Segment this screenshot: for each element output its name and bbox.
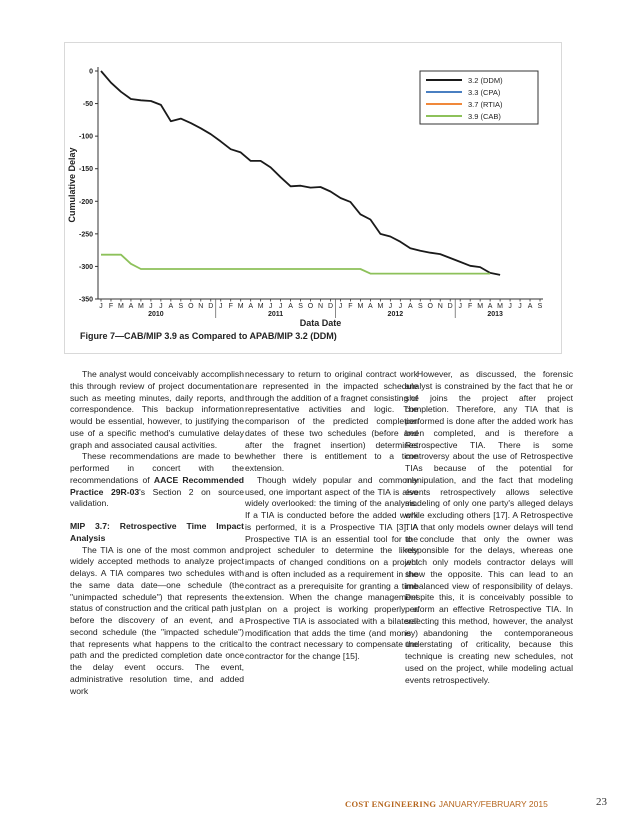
text-column-1 [70, 369, 244, 697]
x-tick-label: A [368, 303, 373, 310]
y-tick-label: -150 [78, 166, 93, 174]
x-tick-label: A [288, 303, 293, 310]
x-tick-label: M [118, 303, 124, 310]
x-tick-label: J [268, 303, 273, 310]
x-tick-label: M [257, 303, 264, 310]
x-tick-label: D [447, 303, 453, 310]
x-tick-label: S [298, 303, 303, 310]
x-tick-label: M [137, 303, 144, 310]
y-tick-label: -50 [82, 101, 93, 109]
x-tick-label: F [228, 303, 233, 310]
y-axis-title: Cumulative Delay [67, 147, 77, 223]
reference-title: AACE Recommended Practice 29R-03 [70, 474, 245, 497]
section-heading: MIP 3.7: Retrospective Time Impact Analysis [70, 521, 244, 543]
y-tick-label: -200 [78, 198, 93, 206]
legend-label: 3.3 (CPA) [468, 88, 501, 97]
x-tick-label: F [108, 303, 114, 310]
figure-caption: Figure 7—CAB/MIP 3.9 as Compared to APAB/MIP 3.2 (DDM) [80, 331, 337, 341]
x-tick-label: O [188, 303, 194, 310]
x-tick-label: O [427, 303, 433, 310]
paragraph: The analyst would conceivably accomplish this through review of project documentation such as meeting minutes, daily reports, and correspondence. This backup information would be essential, however, to justifying the use of a specific method's cumulative delay graph and associated causal activities. [70, 369, 244, 450]
paragraph: However, as discussed, the forensic analyst is constrained by the fact that he or she joins the project after project completion. Therefore, any TIA that is performed is done after the added work has been completed, and is therefore a Retrospective TIA. There is some controversy about the use of Retrospective TIAs because of the potential for manipulation, and the fact that modeling events retrospectively allows selective modeling of only one party's alleged delays while excluding others [17]. A Retrospective TIA that only models owner delays will tend to conclude that only the owner was responsible for the delays, whereas one which only models contractor delays will show the opposite. This can lead to an imbalanced view of responsibility of delays. Despite this, it is conceivably possible to perform an effective Retrospective TIA. In selecting this method, however, the analyst is abandoning the contemporaneous understating of criticality, because this technique is creating new schedules, not used on the project, while modeling actual events retrospectively. [405, 369, 573, 685]
text-column-3 [405, 369, 573, 686]
x-tick-label: N [437, 303, 443, 310]
x-tick-label: F [348, 303, 353, 310]
x-tick-label: J [99, 303, 103, 310]
x-tick-label: J [518, 303, 522, 310]
x-tick-label: J [508, 303, 512, 310]
legend-label: 3.2 (DDM) [468, 76, 503, 85]
page-number: 23 [596, 796, 607, 808]
paragraph-text: These recommendations are made to be performed in concert with the recommendations of [70, 451, 244, 485]
x-axis-title: Data Date [299, 318, 342, 326]
x-tick-label: M [237, 303, 244, 310]
x-tick-label: A [487, 303, 493, 310]
paragraph-text: 's Section 2 on source validation. [70, 486, 244, 509]
x-tick-label: N [317, 303, 324, 310]
legend-label: 3.7 (RTIA) [468, 100, 503, 109]
x-tick-label: J [388, 303, 393, 310]
x-tick-label: M [357, 303, 364, 310]
year-label: 2011 [268, 311, 284, 318]
x-tick-label: S [417, 303, 423, 310]
x-tick-label: J [159, 303, 163, 310]
x-tick-label: M [497, 303, 504, 310]
y-tick-label: -300 [78, 263, 93, 271]
x-tick-label: O [307, 303, 314, 310]
x-tick-label: J [278, 303, 283, 310]
x-tick-label: S [537, 303, 543, 310]
paragraph [70, 451, 244, 510]
x-tick-label: M [377, 303, 384, 310]
series-line [101, 255, 490, 274]
paragraph: The TIA is one of the most common and widely accepted methods to analyze project delays. A TIA compares two schedules with the same data date—one schedule (the "unimpacted schedule") that represents the status of construction and the critical path just before the discovery of an event, and a second schedule (the "impacted schedule") that represents what happens to the critical path and the predicted completion date once the delay event occurs. The event, administrative resolution time, and added work [70, 544, 244, 696]
x-tick-label: J [338, 303, 343, 310]
x-tick-label: A [128, 303, 134, 310]
y-tick-label: -100 [78, 133, 93, 141]
year-label: 2013 [487, 311, 503, 318]
x-tick-label: J [149, 303, 153, 310]
x-tick-label: D [327, 303, 334, 310]
y-tick-label: 0 [89, 68, 93, 76]
x-tick-label: D [208, 303, 214, 310]
page-footer [345, 799, 548, 809]
paragraph: necessary to return to original contract work are represented in the impacted schedule through the addition of a fragnet consisting of representative activities and logic. The comparison of the predicted completion dates of these two schedules (before and after the fragnet insertion) determines whether there is entitlement to a time extension. [245, 369, 418, 473]
x-tick-label: F [468, 303, 473, 310]
x-tick-label: A [527, 303, 533, 310]
paragraph: Though widely popular and commonly used, one important aspect of the TIA is also widely overlooked: the timing of the analysis. If a TIA is conducted before the added work is performed, it is a Prospective TIA [3]. A Prospective TIA is an essential tool for the project scheduler to determine the likely impacts of changed conditions on a project and is often included as a requirement in the contract as a prerequisite for granting a time extension. When the change management plan on a project is working properly, a Prospective TIA is associated with a bilateral modification that adds the time (and money) to the contract necessary to compensate the contractor for the change [15]. [245, 474, 418, 661]
x-tick-label: M [477, 303, 484, 310]
y-tick-label: -250 [78, 231, 93, 239]
x-tick-label: A [248, 303, 253, 310]
issue-date: JANUARY/FEBRUARY 2015 [438, 799, 548, 809]
x-tick-label: N [198, 303, 204, 310]
x-tick-label: A [168, 303, 174, 310]
cumulative-delay-chart [66, 44, 560, 326]
year-label: 2012 [387, 311, 404, 318]
year-label: 2010 [148, 311, 164, 318]
x-tick-label: J [218, 303, 223, 310]
x-tick-label: J [458, 303, 462, 310]
text-column-2 [245, 369, 418, 663]
y-tick-label: -350 [78, 296, 93, 304]
x-tick-label: S [178, 303, 184, 310]
journal-name: COST ENGINEERING [345, 799, 437, 809]
x-tick-label: A [407, 303, 413, 310]
x-tick-label: J [398, 303, 403, 310]
legend-label: 3.9 (CAB) [468, 112, 501, 121]
